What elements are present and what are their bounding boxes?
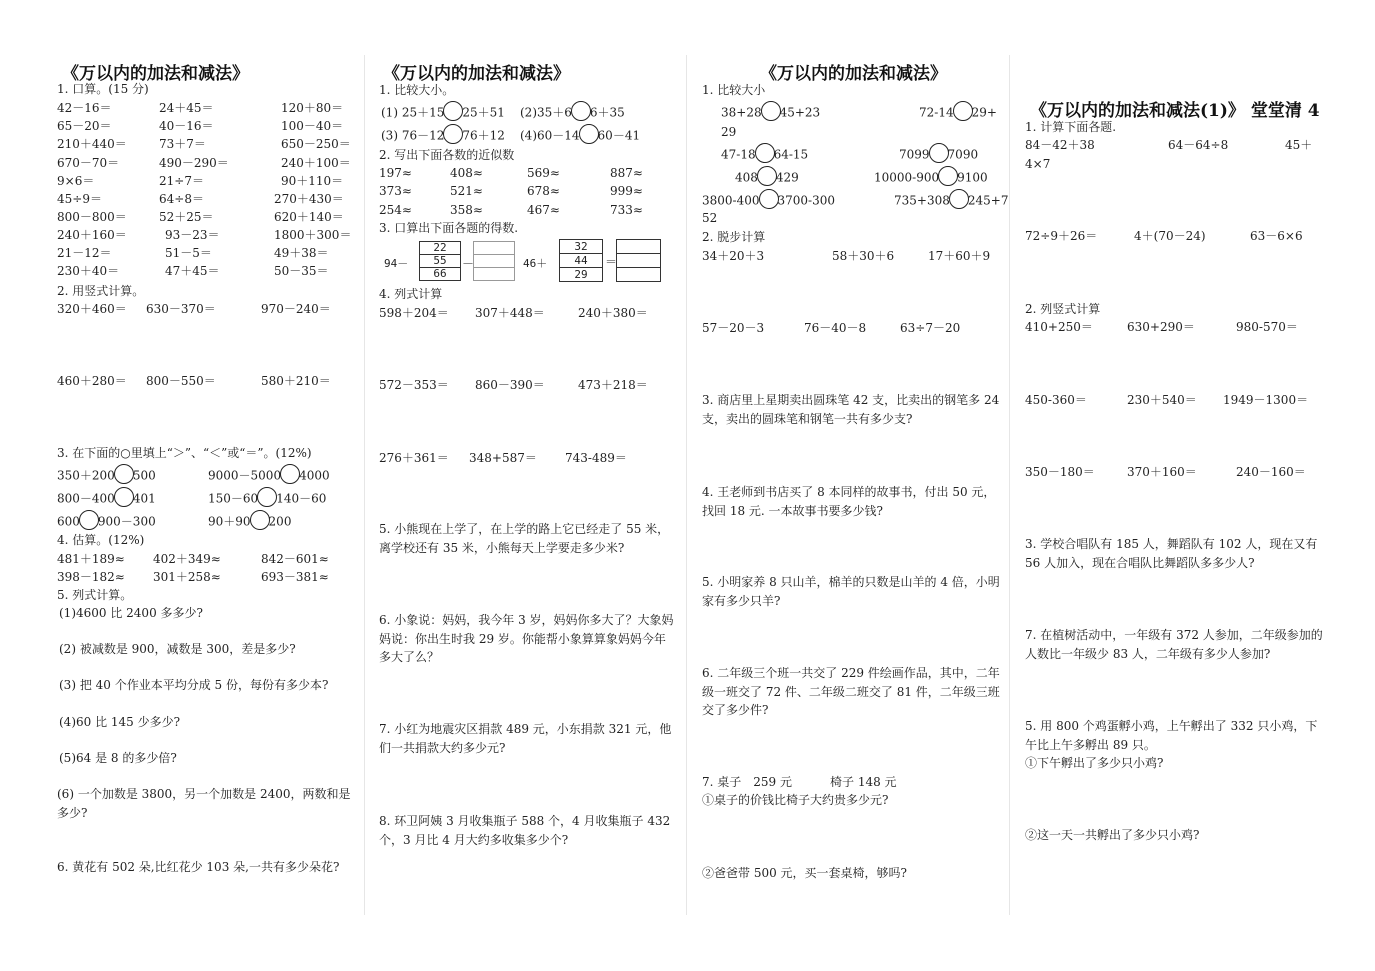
word-problem: 5. 用 800 个鸡蛋孵小鸡，上午孵出了 332 只小鸡，下午比上午多孵出 89 只。 [1025,719,1318,752]
question-heading: 1. 计算下面各题. [1025,120,1117,134]
problem: 450-360＝ [1025,393,1087,407]
operator: － [462,257,475,271]
problem: 42－16＝ [57,101,112,115]
word-problem: 3. 学校合唱队有 185 人，舞蹈队有 102 人，现在又有 56 人加入，现在合唱队比舞蹈队多多少人? [1025,537,1318,570]
worksheet-title: 《万以内的加法和减法(1)》 堂堂清 4 [1030,101,1320,121]
answer-circle[interactable] [114,487,134,507]
sub-question: ②这一天一共孵出了多少只小鸡? [1025,828,1200,842]
problem: 693－381≈ [261,570,329,584]
blank-cell [617,268,660,281]
answer-circle[interactable] [938,166,958,186]
blank-cell [474,268,514,280]
problem: 52＋25＝ [159,210,214,224]
problem: 467≈ [527,203,560,217]
value-box [559,239,603,282]
problem: 307＋448＝ [475,306,545,320]
word-problem: 6. 二年级三个班一共交了 229 件绘画作品，其中，二年级一班交了 72 件、二年级二班交了 81 件，二年级三班交了多少件? [702,666,1000,717]
question-heading: 1. 比较大小 [702,83,766,97]
answer-circle[interactable] [579,124,599,144]
problem: 76－40－8 [804,321,867,335]
problem: 100－40＝ [281,119,344,133]
answer-circle[interactable] [443,101,463,121]
problem: 580＋210＝ [261,374,331,388]
answer-circle[interactable] [257,487,277,507]
compare-item: (3) 76－12 76＋12 [381,126,505,146]
problem: 348+587＝ [469,451,537,465]
question-heading: 3. 在下面的○里填上“＞”、“＜”或“＝”。(12%) [57,446,312,460]
compare-item: 735+308 245+7 [894,191,1008,211]
compare-item: 3800-400 3700-300 [702,191,835,211]
blank-cell [617,254,660,268]
problem: 197≈ [379,166,412,180]
sub-question: ①下午孵出了多少只小鸡? [1025,756,1164,770]
problem: 800－550＝ [146,374,216,388]
problem: 569≈ [527,166,560,180]
blank-cell [474,255,514,268]
wrapped-text: 4×7 [1025,157,1051,171]
problem: 733≈ [610,203,643,217]
problem: 320＋460＝ [57,302,127,316]
problem: 630－370＝ [146,302,216,316]
answer-circle[interactable] [757,166,777,186]
problem: 373≈ [379,184,412,198]
blank-cell [617,240,660,254]
problem: 73＋7＝ [159,137,206,151]
blank-cell [474,242,514,255]
word-problem: 6. 黄花有 502 朵,比红花少 103 朵,一共有多少朵花? [57,860,340,874]
box-value: 66 [433,267,447,280]
worksheet-title: 《万以内的加法和减法》 [760,64,947,84]
problem: 402＋349≈ [153,552,221,566]
problem: 72÷9＋26＝ [1025,229,1098,243]
problem: 650－250＝ [281,137,351,151]
problem: 58＋30＋6 [832,249,895,263]
problem: 276＋361＝ [379,451,449,465]
problem: 65－20＝ [57,119,112,133]
box-value: 29 [574,268,588,281]
box-value: 32 [560,240,602,254]
problem: 40－16＝ [159,119,214,133]
word-problem: (5)64 是 8 的多少倍? [59,751,177,765]
column-divider [686,55,687,915]
problem: 630+290＝ [1127,320,1195,334]
problem: 57－20－3 [702,321,765,335]
problem: 47＋45＝ [165,264,220,278]
column-divider [1009,55,1010,915]
problem: 45＋ [1285,138,1313,152]
word-problem: 3. 商店里上星期卖出圆珠笔 42 支，比卖出的钢笔多 24 支，卖出的圆珠笔和钢笔一共有多少支? [702,393,1000,426]
problem: 350－180＝ [1025,465,1095,479]
compare-item: 72-14 29+ [919,103,997,123]
question-heading: 5. 列式计算。 [57,588,133,602]
word-problem: (2) 被减数是 900，减数是 300，差是多少? [59,642,296,656]
compare-item: 90＋90 200 [208,512,291,532]
word-problem: 5. 小明家养 8 只山羊，棉羊的只数是山羊的 4 倍，小明家有多少只羊? [702,575,1000,608]
expression-label: 94－ [384,257,409,270]
problem: 49＋38＝ [274,246,329,260]
problem: 240＋380＝ [578,306,648,320]
problem: 240＋100＝ [281,156,351,170]
problem: 90＋110＝ [281,174,344,188]
problem: 800－800＝ [57,210,127,224]
problem: 63÷7－20 [900,321,961,335]
problem: 21÷7＝ [159,174,204,188]
question-heading: 3. 口算出下面各题的得数. [379,221,519,235]
compare-item: 800－400 401 [57,489,156,509]
problem: 620＋140＝ [274,210,344,224]
word-problem: (1)4600 比 2400 多多少? [59,606,203,620]
problem: 598＋204＝ [379,306,449,320]
problem: 473＋218＝ [578,378,648,392]
problem: 50－35＝ [274,264,329,278]
compare-item: 600 900－300 [57,512,156,532]
question-heading: 4. 列式计算 [379,287,443,301]
answer-circle[interactable] [114,464,134,484]
answer-circle[interactable] [761,101,781,121]
problem: 240＋160＝ [57,228,127,242]
wrapped-text: 29 [721,125,737,139]
question-heading: 2. 脱步计算 [702,230,766,244]
wrapped-text: 52 [702,211,718,225]
word-problem: 6. 小象说：妈妈，我今年 3 岁，妈妈你多大了？大象妈妈说：你出生时我 29 岁。你能帮小象算算象妈妈今年多大了么？ [379,613,674,664]
problem: 84－42＋38 [1025,138,1095,152]
problem: 51－5＝ [165,246,212,260]
expression-label: 46＋ [523,257,548,270]
worksheet-title: 《万以内的加法和减法》 [62,64,249,84]
compare-item: (1) 25＋15 25＋51 [381,103,505,123]
problem: 120＋80＝ [281,101,344,115]
problem: 4＋(70－24) [1134,229,1206,243]
box-value: 55 [420,255,460,268]
problem: 9×6＝ [57,174,95,188]
problem: 93－23＝ [165,228,220,242]
problem: 21－12＝ [57,246,112,260]
problem: 34＋20＋3 [702,249,765,263]
word-problem: (3) 把 40 个作业本平均分成 5 份，每份有多少本? [59,678,329,692]
problem: 970－240＝ [261,302,331,316]
problem: 240－160＝ [1236,465,1306,479]
compare-item: 408 429 [735,168,799,188]
answer-circle[interactable] [953,101,973,121]
question-heading: 2. 写出下面各数的近似数 [379,148,515,162]
compare-item: 38+28 45+23 [721,103,820,123]
problem: 670－70＝ [57,156,120,170]
answer-circle[interactable] [929,143,949,163]
box-value: 44 [560,254,602,268]
problem: 24＋45＝ [159,101,214,115]
worksheet-title: 《万以内的加法和减法》 [383,64,570,84]
value-box [419,241,461,281]
question-heading: 1. 比较大小。 [379,83,455,97]
word-problem: 4. 王老师到书店买了 8 本同样的故事书，付出 50 元，找回 18 元. 一本故事书要多少钱? [702,485,996,518]
answer-circle[interactable] [759,189,779,209]
answer-box[interactable] [473,241,515,281]
compare-item: (2)35＋6 6＋35 [520,103,625,123]
problem: 64÷8＝ [159,192,204,206]
problem: 370＋160＝ [1127,465,1197,479]
column-divider [364,55,365,915]
problem: 842－601≈ [261,552,329,566]
word-problem: 7. 在植树活动中，一年级有 372 人参加，二年级参加的人数比一年级少 83 人，二年级有多少人参加? [1025,628,1323,661]
problem: 999≈ [610,184,643,198]
compare-item: 150－60 140－60 [208,489,326,509]
compare-item: 10000-900 9100 [874,168,988,188]
word-problem: 8. 环卫阿姨 3 月收集瓶子 588 个，4 月收集瓶子 432 个，3 月比 4 月大约多收集多少个? [379,814,671,847]
problem: 521≈ [450,184,483,198]
problem: 63－6×6 [1250,229,1303,243]
question-heading: 1. 口算。(15 分) [57,82,149,96]
compare-item: 7099 7090 [899,145,978,165]
problem: 270＋430＝ [274,192,344,206]
problem: 301＋258≈ [153,570,221,584]
word-problem: (6) 一个加数是 3800，另一个加数是 2400，两数和是多少? [57,787,351,820]
box-value: 22 [420,242,460,255]
problem: 1800＋300＝ [274,228,352,242]
problem: 481＋189≈ [57,552,125,566]
problem: 210＋440＝ [57,137,127,151]
answer-box[interactable] [616,239,661,282]
compare-item: 47-18 64-15 [721,145,808,165]
problem: 64－64÷8 [1168,138,1229,152]
word-problem: 7. 桌子 259 元 [702,775,792,789]
problem: 358≈ [450,203,483,217]
problem: 45÷9＝ [57,192,102,206]
problem: 678≈ [527,184,560,198]
compare-item: 350＋200 500 [57,466,156,486]
problem: 410+250＝ [1025,320,1093,334]
problem: 230＋40＝ [57,264,120,278]
sub-question: ①桌子的价钱比椅子大约贵多少元? [702,793,889,807]
problem: 460＋280＝ [57,374,127,388]
answer-circle[interactable] [250,510,270,530]
sub-question: ②爸爸带 500 元，买一套桌椅，够吗? [702,866,907,880]
problem: 572－353＝ [379,378,449,392]
problem: 254≈ [379,203,412,217]
problem: 490－290＝ [159,156,229,170]
answer-circle[interactable] [443,124,463,144]
problem: 17＋60＋9 [928,249,991,263]
problem: 860－390＝ [475,378,545,392]
problem: 887≈ [610,166,643,180]
problem: 230＋540＝ [1127,393,1197,407]
problem: 398－182≈ [57,570,125,584]
word-problem: 5. 小熊现在上学了，在上学的路上它已经走了 55 米，离学校还有 35 米，小熊每天上学要走多少米? [379,522,670,555]
operator: ＝ [605,255,618,269]
word-problem: 7. 小红为地震灾区捐款 489 元，小东捐款 321 元，他们一共捐款大约多少元? [379,722,672,755]
question-heading: 2. 列竖式计算 [1025,302,1101,316]
problem: 980-570＝ [1236,320,1298,334]
problem: 408≈ [450,166,483,180]
problem: 1949－1300＝ [1223,393,1309,407]
answer-circle[interactable] [79,510,99,530]
compare-item: 9000－5000 4000 [208,466,330,486]
answer-circle[interactable] [949,189,969,209]
answer-circle[interactable] [755,143,775,163]
word-problem: 椅子 148 元 [830,775,897,789]
problem: 743-489＝ [565,451,627,465]
answer-circle[interactable] [280,464,300,484]
word-problem: (4)60 比 145 少多少? [59,715,181,729]
question-heading: 2. 用竖式计算。 [57,284,145,298]
answer-circle[interactable] [571,101,591,121]
question-heading: 4. 估算。(12%) [57,533,145,547]
compare-item: (4)60－14 60－41 [520,126,640,146]
